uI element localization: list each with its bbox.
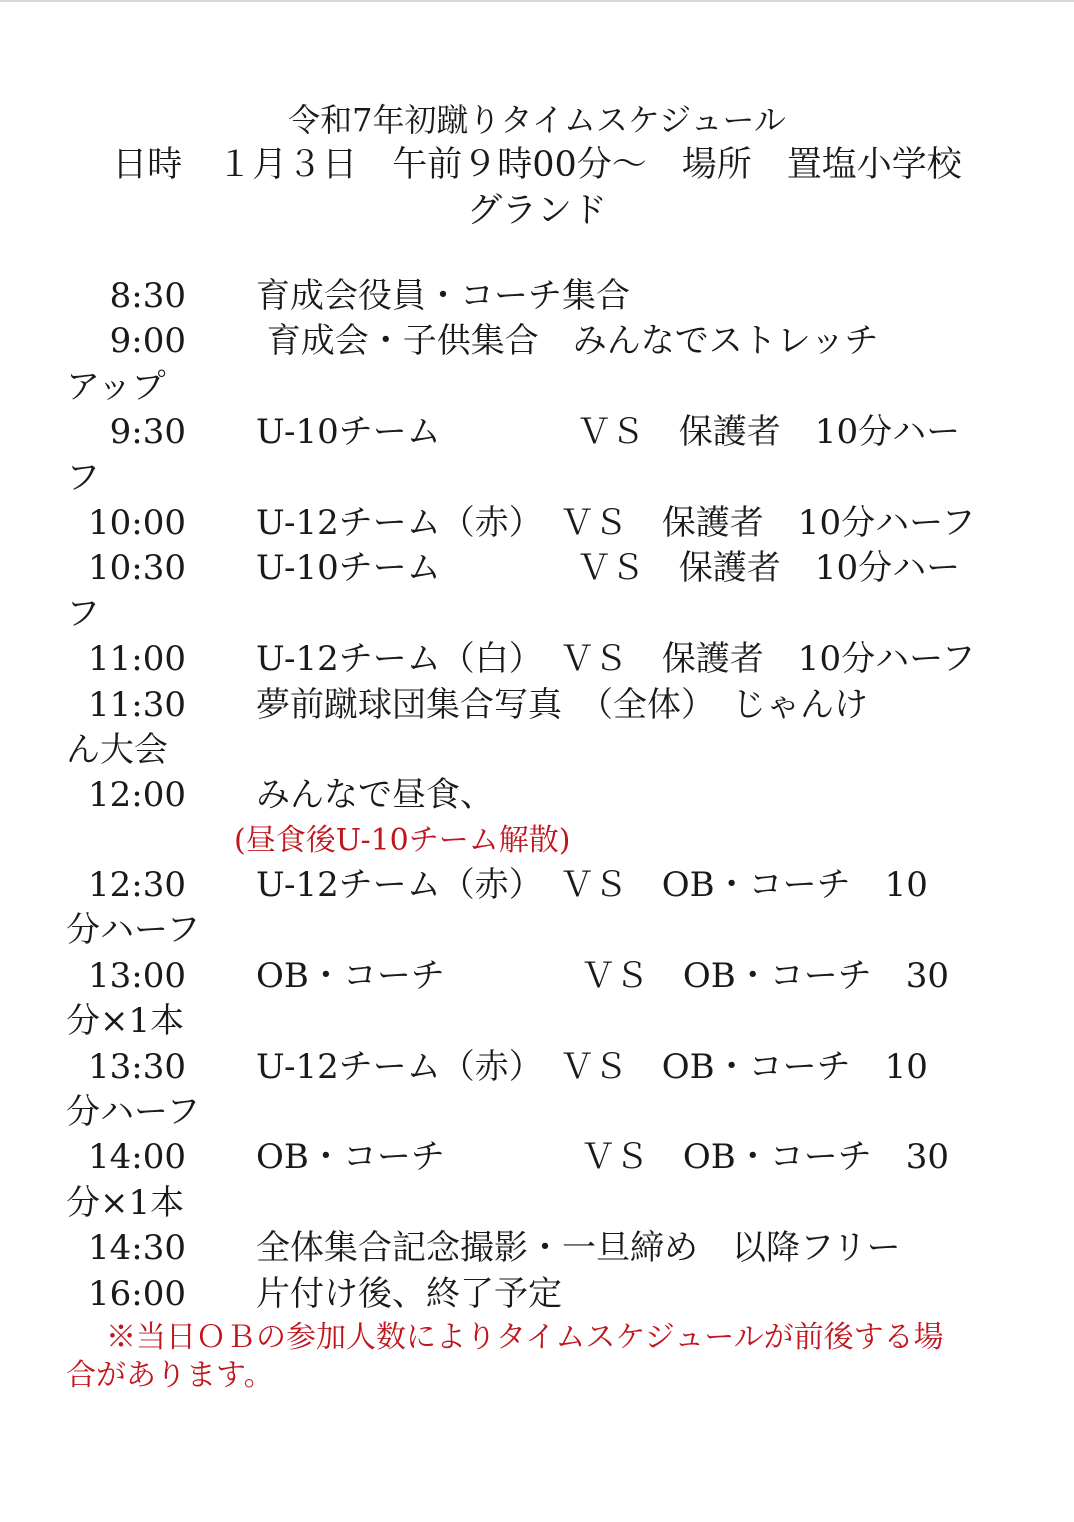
- schedule-rows-afternoon: [66, 863, 1016, 1317]
- schedule-row: [66, 410, 1016, 501]
- schedule-time: 10:30: [88, 548, 186, 589]
- schedule-time: 13:30: [88, 1046, 186, 1087]
- schedule-description: U-12チーム（赤） ＶＳ OB・コーチ 10: [256, 1046, 928, 1087]
- schedule-description-continued: アップ: [66, 366, 166, 407]
- schedule-description-continued: 分×1本: [66, 1182, 185, 1223]
- schedule-description: U-12チーム（白） ＶＳ 保護者 10分ハーフ: [256, 639, 976, 680]
- schedule-description: みんなで昼食、: [256, 775, 494, 816]
- schedule-row: [66, 274, 1016, 319]
- schedule-time: 12:00: [88, 775, 186, 816]
- schedule-row: [66, 954, 1016, 1045]
- schedule-time: 12:30: [88, 864, 186, 905]
- schedule-time: 10:00: [88, 503, 186, 544]
- schedule-row: [66, 1045, 1016, 1136]
- top-divider: [0, 0, 1074, 2]
- schedule-time: 14:00: [88, 1137, 186, 1178]
- schedule-row: [66, 1226, 1016, 1271]
- schedule-description-continued: フ: [66, 457, 100, 498]
- schedule-description: OB・コーチ ＶＳ OB・コーチ 30: [256, 1137, 949, 1178]
- schedule-time: 11:30: [88, 684, 186, 725]
- schedule-time: 14:30: [88, 1228, 186, 1269]
- schedule-description: 片付け後、終了予定: [256, 1273, 562, 1314]
- schedule-description: 夢前蹴球団集合写真 （全体） じゃんけ: [256, 684, 868, 725]
- schedule-row: [66, 1272, 1016, 1317]
- schedule-row: [66, 863, 1016, 954]
- schedule-description: U-12チーム（赤） ＶＳ 保護者 10分ハーフ: [256, 503, 976, 544]
- schedule-row: [66, 546, 1016, 637]
- schedule-row: [66, 637, 1016, 682]
- schedule-time: 9:00: [109, 321, 186, 362]
- page-title: 令和7年初蹴りタイムスケジュール: [288, 101, 786, 139]
- lunch-note: (昼食後U-10チーム解散): [234, 822, 571, 858]
- schedule-description: U-10チーム ＶＳ 保護者 10分ハー: [256, 412, 961, 453]
- schedule-description-continued: 分ハーフ: [66, 1091, 201, 1132]
- location-continuation: グランド: [466, 191, 607, 231]
- schedule-header: [0, 98, 1074, 234]
- footer-note-line-1: ※当日ＯＢの参加人数によりタイムスケジュールが前後する場: [106, 1319, 944, 1355]
- footer-note: [66, 1319, 1016, 1395]
- schedule-time: 11:00: [88, 639, 186, 680]
- schedule-time: 13:00: [88, 955, 186, 996]
- schedule-description-continued: ん大会: [66, 730, 168, 771]
- schedule-time: 9:30: [109, 412, 186, 453]
- schedule-rows-morning: [66, 274, 1016, 819]
- schedule-description-continued: 分×1本: [66, 1001, 185, 1042]
- schedule-list: [66, 274, 1016, 1395]
- schedule-description-continued: 分ハーフ: [66, 910, 201, 951]
- schedule-description: U-10チーム ＶＳ 保護者 10分ハー: [256, 548, 961, 589]
- schedule-row: [66, 501, 1016, 546]
- schedule-description: 育成会・子供集合 みんなでストレッチ: [256, 321, 879, 362]
- schedule-time: 8:30: [109, 276, 186, 316]
- schedule-description: 育成会役員・コーチ集合: [256, 276, 630, 316]
- schedule-row: [66, 319, 1016, 410]
- date-location-line: 日時 １月３日 午前９時00分～ 場所 置塩小学校: [112, 145, 962, 185]
- schedule-description: 全体集合記念撮影・一旦締め 以降フリー: [256, 1228, 901, 1269]
- schedule-description: U-12チーム（赤） ＶＳ OB・コーチ 10: [256, 864, 928, 905]
- schedule-time: 16:00: [88, 1273, 186, 1314]
- schedule-description-continued: フ: [66, 593, 100, 634]
- schedule-row: [66, 1135, 1016, 1226]
- schedule-row: [66, 683, 1016, 774]
- schedule-row: [66, 773, 1016, 818]
- footer-note-line-2: 合があります。: [66, 1357, 274, 1393]
- schedule-description: OB・コーチ ＶＳ OB・コーチ 30: [256, 955, 949, 996]
